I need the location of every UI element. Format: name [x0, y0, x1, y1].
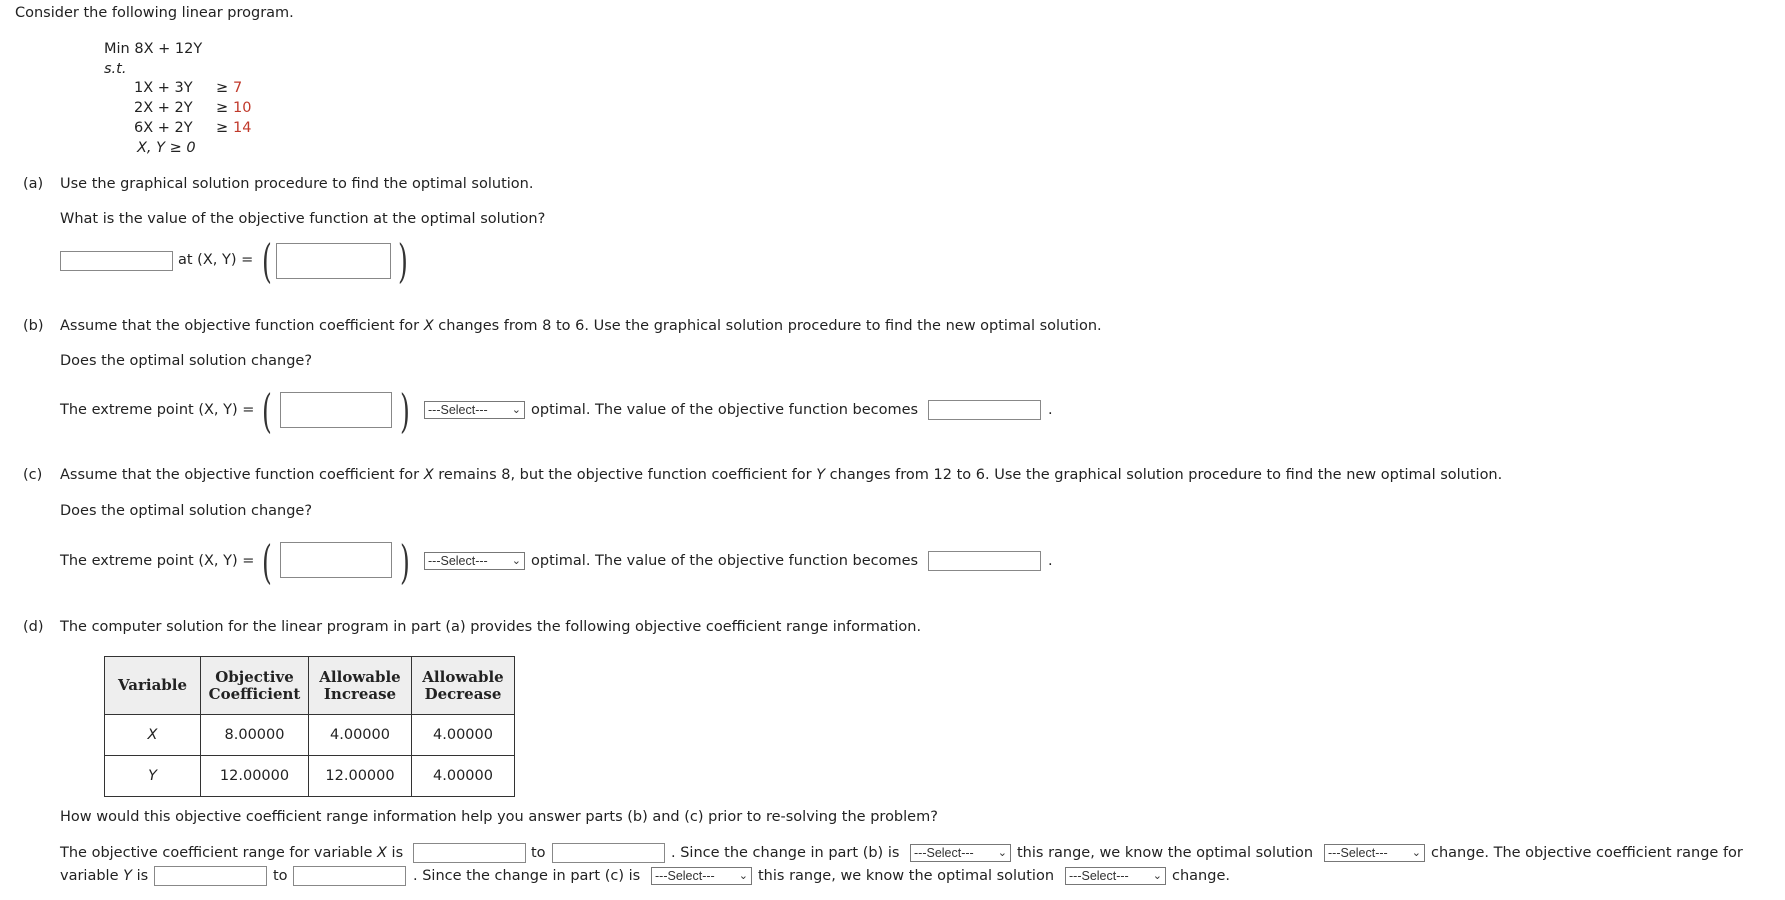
part-c-right-paren: ): [400, 535, 410, 589]
part-b-right-paren: ): [400, 384, 410, 438]
part-c-solution-select[interactable]: ---Select--- ⌄: [1065, 867, 1166, 885]
cell-objective-coefficient: 8.00000: [201, 715, 309, 756]
part-c-text: Assume that the objective function coefficient for X remains 8, but the objective function coefficient for Y changes from 12 to 6. Use the graphical solution procedure to find the new optimal solution.: [60, 467, 1503, 483]
cell-variable: X: [105, 715, 201, 756]
constraint-2-rhs: 10: [233, 100, 252, 116]
part-c-objective-value-input[interactable]: [928, 551, 1041, 571]
line1-text-5: change. The objective coefficient range for: [1431, 845, 1743, 861]
intro-text: Consider the following linear program.: [15, 5, 294, 21]
part-b-extreme-label: The extreme point (X, Y) =: [60, 402, 255, 418]
table-row: [105, 715, 515, 756]
x-range-upper-input[interactable]: [552, 843, 665, 863]
part-b-label: (b): [23, 318, 44, 334]
part-a-label: (a): [23, 176, 44, 192]
cell-variable: Y: [105, 756, 201, 797]
chevron-down-icon: ⌄: [1152, 870, 1162, 882]
part-b-period: .: [1048, 402, 1053, 418]
objective-expression: 8X + 12Y: [134, 41, 203, 57]
part-a-question: What is the value of the objective function at the optimal solution?: [60, 211, 546, 227]
cell-allowable-increase: 4.00000: [309, 715, 412, 756]
part-a-at-text: at (X, Y) =: [178, 252, 254, 268]
part-c-point-input[interactable]: [280, 542, 392, 578]
chevron-down-icon: ⌄: [1411, 847, 1421, 859]
cell-objective-coefficient: 12.00000: [201, 756, 309, 797]
part-a-left-paren: (: [262, 234, 272, 288]
cell-allowable-increase: 12.00000: [309, 756, 412, 797]
part-c-optimal-select[interactable]: ---Select--- ⌄: [424, 552, 525, 570]
part-c-label: (c): [23, 467, 43, 483]
constraint-3-op: ≥: [216, 120, 229, 136]
header-variable: Variable: [105, 657, 201, 715]
line1-to: to: [531, 845, 546, 861]
part-d-label: (d): [23, 619, 44, 635]
x-range-lower-input[interactable]: [413, 843, 526, 863]
line2-to: to: [273, 868, 288, 884]
table-row: [105, 756, 515, 797]
part-b-tail-text: optimal. The value of the objective function becomes: [531, 402, 919, 418]
part-b-solution-select[interactable]: ---Select--- ⌄: [1324, 844, 1425, 862]
part-b-left-paren: (: [262, 384, 272, 438]
part-b-range-select[interactable]: ---Select--- ⌄: [910, 844, 1011, 862]
part-b-optimal-select[interactable]: ---Select--- ⌄: [424, 401, 525, 419]
objective-keyword: Min: [104, 41, 130, 57]
chevron-down-icon: ⌄: [511, 555, 521, 567]
constraint-1-rhs: 7: [233, 80, 243, 96]
chevron-down-icon: ⌄: [738, 870, 748, 882]
part-a-right-paren: ): [398, 234, 408, 288]
part-c-tail-text: optimal. The value of the objective function becomes: [531, 553, 919, 569]
constraint-2-op: ≥: [216, 100, 229, 116]
header-allowable-decrease: Allowable Decrease: [412, 657, 515, 715]
header-allowable-increase: Allowable Increase: [309, 657, 412, 715]
cell-allowable-decrease: 4.00000: [412, 715, 515, 756]
part-c-period: .: [1048, 553, 1053, 569]
part-b-point-input[interactable]: [280, 392, 392, 428]
part-a-point-input[interactable]: [276, 243, 391, 279]
part-d-question: How would this objective coefficient range information help you answer parts (b) and (c) prior to re-solving the problem?: [60, 809, 938, 825]
y-range-upper-input[interactable]: [293, 866, 406, 886]
part-b-question: Does the optimal solution change?: [60, 353, 313, 369]
part-c-range-select[interactable]: ---Select--- ⌄: [651, 867, 752, 885]
constraint-1-op: ≥: [216, 80, 229, 96]
part-b-objective-value-input[interactable]: [928, 400, 1041, 420]
subject-to-label: s.t.: [104, 61, 127, 77]
range-table-header-row: [105, 657, 515, 715]
line1-text-1: The objective coefficient range for variable X is: [60, 845, 404, 861]
line1-text-4: this range, we know the optimal solution: [1017, 845, 1314, 861]
constraint-3-lhs: 6X + 2Y: [134, 120, 193, 136]
nonnegativity-constraint: X, Y ≥ 0: [137, 140, 196, 156]
part-c-extreme-label: The extreme point (X, Y) =: [60, 553, 255, 569]
chevron-down-icon: ⌄: [997, 847, 1007, 859]
part-d-text: The computer solution for the linear program in part (a) provides the following objective coefficient range information.: [60, 619, 922, 635]
part-a-text: Use the graphical solution procedure to find the optimal solution.: [60, 176, 534, 192]
objective-line: [104, 41, 202, 57]
header-objective-coefficient: Objective Coefficient: [201, 657, 309, 715]
part-c-left-paren: (: [262, 535, 272, 589]
constraint-1-lhs: 1X + 3Y: [134, 80, 193, 96]
line2-text-1: variable Y is: [60, 868, 149, 884]
y-range-lower-input[interactable]: [154, 866, 267, 886]
part-b-text: Assume that the objective function coefficient for X changes from 8 to 6. Use the graphical solution procedure to find the new optimal solution.: [60, 318, 1102, 334]
part-c-question: Does the optimal solution change?: [60, 503, 313, 519]
line2-text-5: change.: [1172, 868, 1230, 884]
constraint-2-lhs: 2X + 2Y: [134, 100, 193, 116]
line2-text-3: . Since the change in part (c) is: [413, 868, 641, 884]
line2-text-4: this range, we know the optimal solution: [758, 868, 1055, 884]
cell-allowable-decrease: 4.00000: [412, 756, 515, 797]
line1-text-3: . Since the change in part (b) is: [671, 845, 900, 861]
range-table: [104, 656, 515, 797]
part-a-objective-value-input[interactable]: [60, 251, 173, 271]
chevron-down-icon: ⌄: [511, 404, 521, 416]
constraint-3-rhs: 14: [233, 120, 252, 136]
